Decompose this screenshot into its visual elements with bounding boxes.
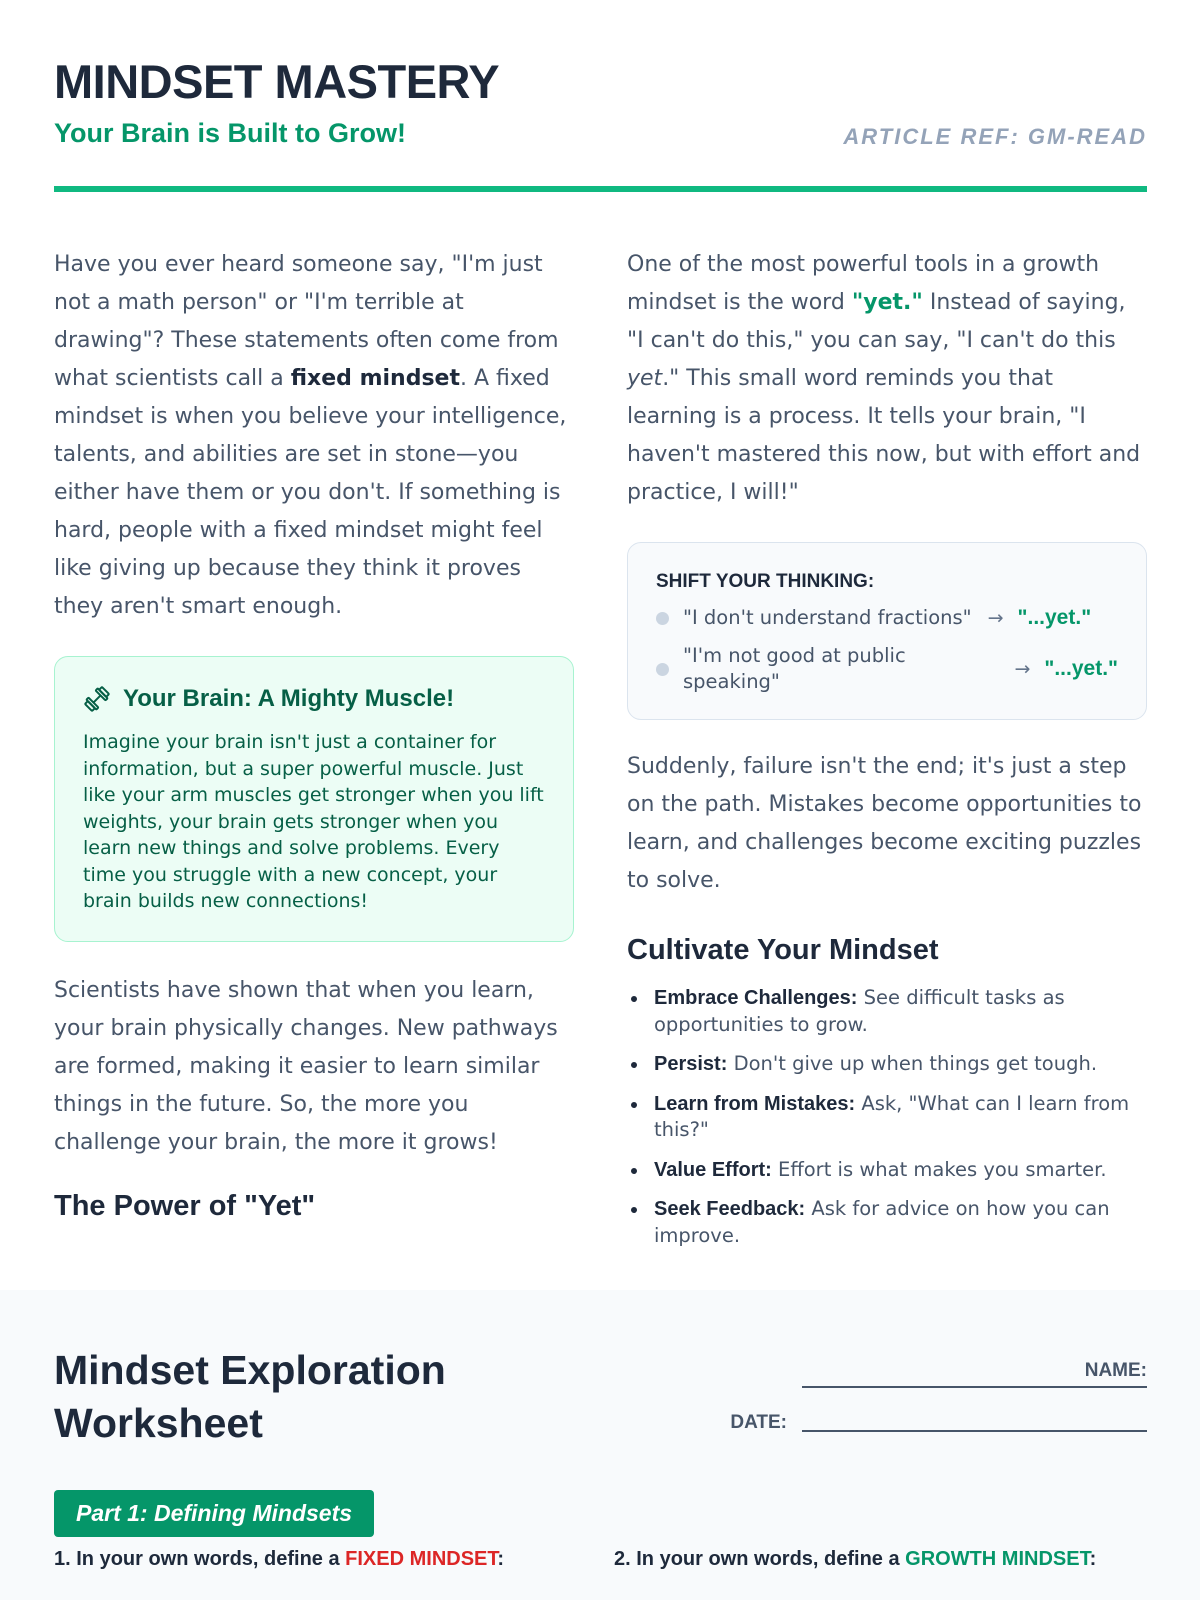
intro-paragraph <box>54 246 574 626</box>
q2-term: GROWTH MINDSET <box>905 1548 1090 1570</box>
q2-suffix: : <box>1089 1548 1097 1570</box>
cultivate-heading: Cultivate Your Mindset <box>627 934 939 966</box>
page-header <box>54 52 1147 149</box>
callout-heading <box>83 685 547 713</box>
shift-yet: "...yet." <box>1017 606 1092 629</box>
intro-text-part1: Have you ever heard someone say, "I'm just not a math person" or "I'm terrible at drawing"? These statements often come from what scientists call a <box>54 252 559 391</box>
failure-paragraph: Suddenly, failure isn't the end; it's just a step on the path. Mistakes become opportunities to learn, and challenges become exciting puzzles to solve. <box>627 754 1142 893</box>
article-ref: ARTICLE REF: GM-READ <box>843 124 1147 149</box>
shift-row <box>656 605 1118 631</box>
question-growth-mindset <box>614 1548 1096 1571</box>
shift-quote: "I don't understand fractions" <box>683 606 972 629</box>
list-item <box>627 1196 1147 1249</box>
tip-text: Ask for advice on how you can improve. <box>654 1197 1110 1247</box>
tip-text: Don't give up when things get tough. <box>727 1052 1098 1075</box>
right-column <box>627 246 1147 1262</box>
worksheet-title: Mindset Exploration Worksheet <box>54 1347 446 1446</box>
tip-label: Embrace Challenges: <box>654 987 858 1009</box>
list-item <box>627 985 1147 1038</box>
date-field[interactable] <box>802 1412 1147 1432</box>
name-label: NAME: <box>1084 1360 1147 1381</box>
question-fixed-mindset <box>54 1548 504 1571</box>
bullet-dot-icon <box>656 663 669 676</box>
date-label: DATE: <box>730 1412 787 1433</box>
arrow-right-icon: → <box>1014 658 1031 680</box>
yet-italic: yet <box>627 366 663 391</box>
yet-highlight: "yet." <box>851 290 923 315</box>
arrow-right-icon: → <box>987 607 1004 629</box>
callout-text: Imagine your brain isn't just a container for information, but a super powerful muscle. Just like your arm muscles get stronger when you lift weights, your brain gets stronger when you learn new things and solve problems. Every time you struggle with a new concept, your brain builds new connections! <box>83 731 544 912</box>
q1-term: FIXED MINDSET <box>345 1548 498 1570</box>
science-paragraph: Scientists have shown that when you learn, your brain physically changes. New pathways are formed, making it easier to learn similar things in the future. So, the more you challenge your brain, the more it grows! <box>54 977 558 1155</box>
shift-quote: "I'm not good at public speaking" <box>683 644 906 693</box>
callout-title: Your Brain: A Mighty Muscle! <box>123 685 455 712</box>
left-column <box>54 246 574 1223</box>
tip-label: Seek Feedback: <box>654 1198 806 1220</box>
tip-label: Persist: <box>654 1053 728 1075</box>
list-item <box>627 1051 1147 1078</box>
yet-paragraph <box>627 246 1147 512</box>
intro-text-part2: . A fixed mindset is when you believe your intelligence, talents, and abilities are set in stone—you either have them or you don't. If something is hard, people with a fixed mindset might feel like giving up because they think it proves they aren't smart enough. <box>54 366 567 619</box>
worksheet-section <box>0 1290 1200 1600</box>
power-of-yet-heading: The Power of "Yet" <box>54 1189 316 1222</box>
yet-text-part1: One of the most powerful tools in a growth mindset is the word <box>627 252 1100 315</box>
part1-badge: Part 1: Defining Mindsets <box>54 1490 374 1537</box>
shift-heading: SHIFT YOUR THINKING: <box>656 571 875 592</box>
page-subtitle: Your Brain is Built to Grow! <box>54 118 407 148</box>
q2-prefix: 2. In your own words, define a <box>614 1548 906 1570</box>
shift-thinking-box <box>627 542 1147 720</box>
name-field[interactable] <box>802 1386 1147 1388</box>
bullet-dot-icon <box>656 612 669 625</box>
tips-list <box>627 985 1147 1249</box>
q1-prefix: 1. In your own words, define a <box>54 1548 346 1570</box>
shift-row <box>656 643 1118 695</box>
page-title: MINDSET MASTERY <box>54 55 500 108</box>
fixed-mindset-term: fixed mindset <box>290 366 460 391</box>
tip-label: Value Effort: <box>654 1158 772 1181</box>
yet-text-part3: ." This small word reminds you that learning is a process. It tells your brain, "I haven't mastered this now, but with effort and practice, I will!" <box>627 366 1141 505</box>
list-item <box>627 1157 1147 1184</box>
tip-text: See difficult tasks as opportunities to grow. <box>654 986 1065 1036</box>
brain-muscle-callout <box>54 656 574 942</box>
header-divider <box>54 186 1147 192</box>
shift-yet: "...yet." <box>1044 657 1118 680</box>
tip-text: Effort is what makes you smarter. <box>771 1157 1107 1181</box>
dumbbell-icon <box>83 685 111 713</box>
q1-suffix: : <box>497 1548 505 1570</box>
tip-text: Ask, "What can I learn from this?" <box>654 1091 1130 1141</box>
yet-text-part2: Instead of saying, "I can't do this," you can say, "I can't do this <box>627 290 1126 353</box>
list-item <box>627 1091 1147 1144</box>
tip-label: Learn from Mistakes: <box>654 1092 856 1115</box>
